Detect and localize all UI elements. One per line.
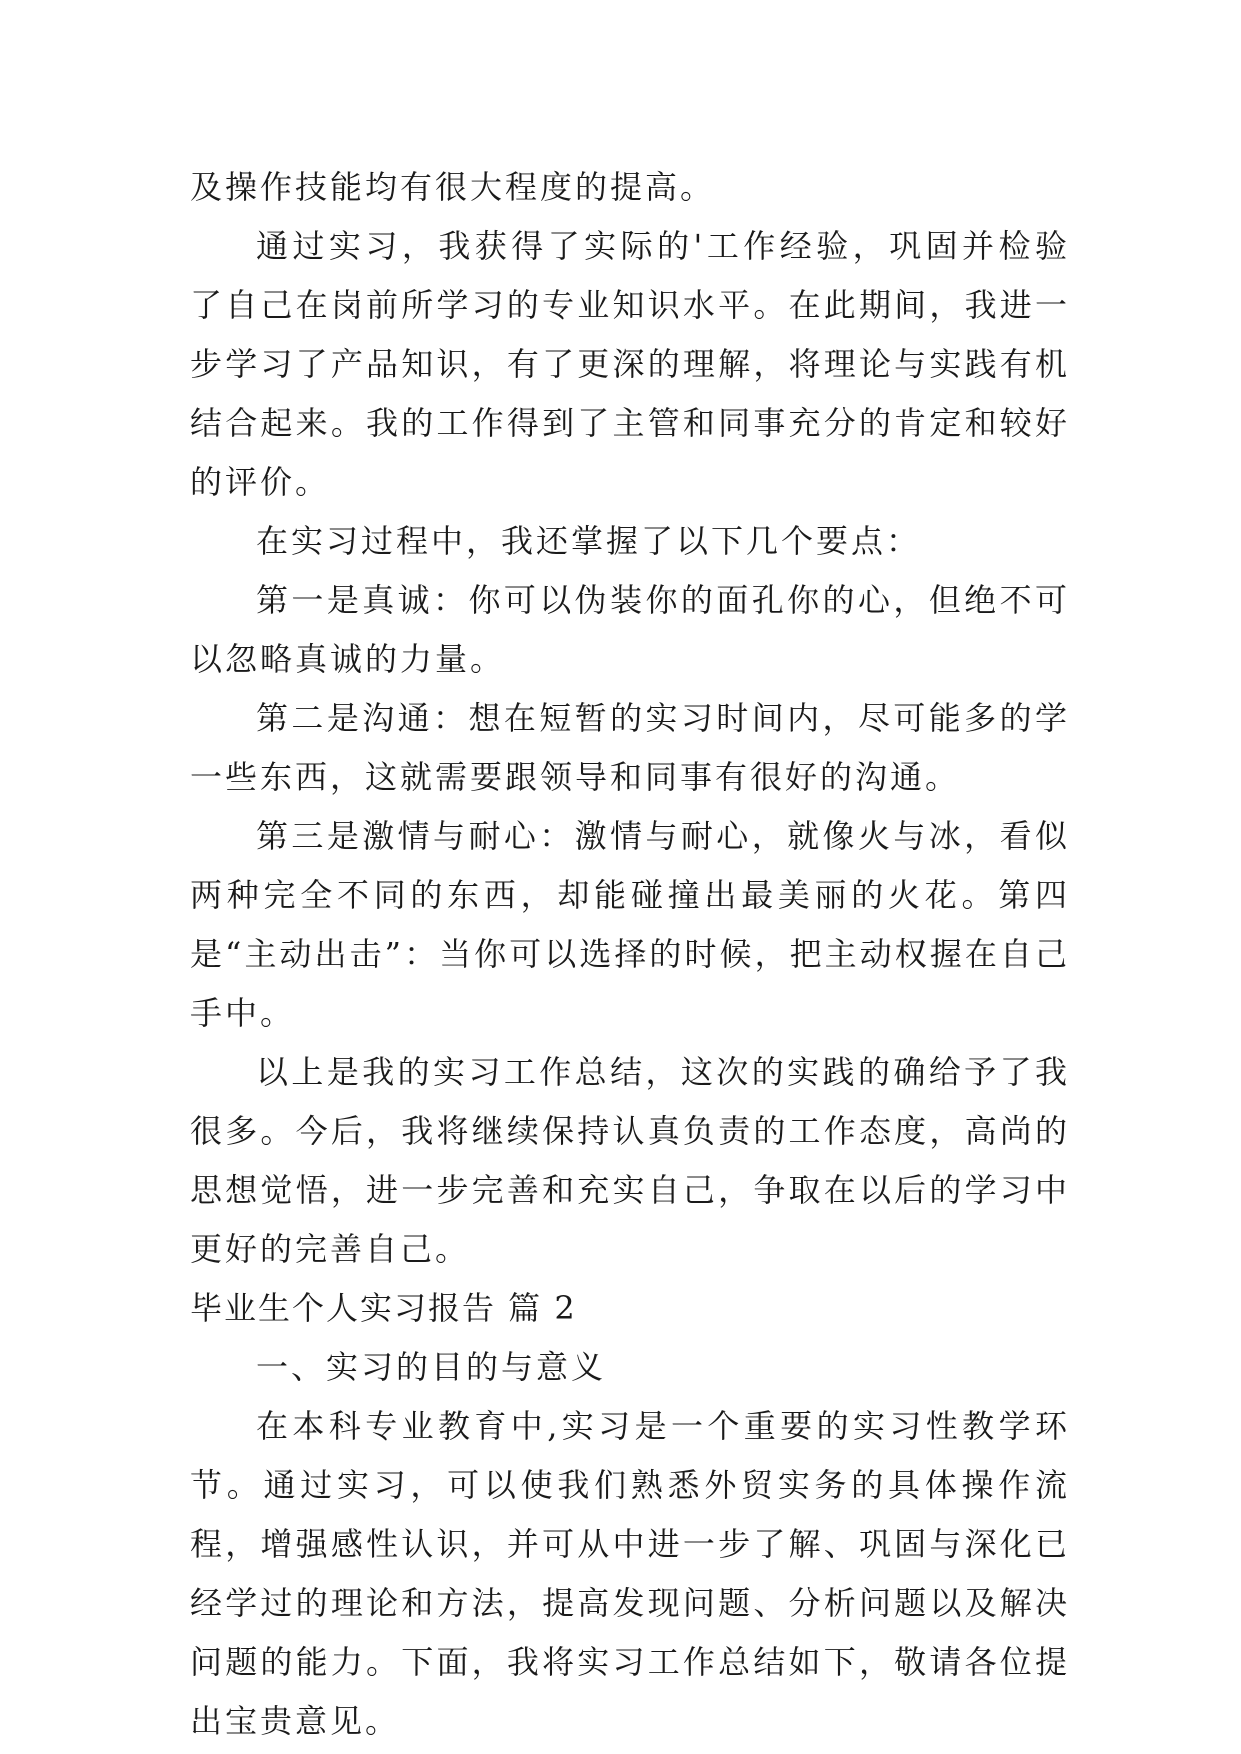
paragraph-experience: 通过实习，我获得了实际的'工作经验，巩固并检验了自己在岗前所学习的专业知识水平。在此期间，我进一步学习了产品知识，有了更深的理解，将理论与实践有机结合起来。我的工作得到了主管和同事充分的肯定和较好的评价。 [190,227,1070,501]
document-body [190,158,1070,1751]
paragraph-purpose: 在本科专业教育中,实习是一个重要的实习性教学环节。通过实习，可以使我们熟悉外贸实务的具体操作流程，增强感性认识，并可从中进一步了解、巩固与深化已经学过的理论和方法，提高发现问题、分析问题以及解决问题的能力。下面，我将实习工作总结如下，敬请各位提出宝贵意见。 [190,1407,1070,1740]
paragraph-point-passion-patience: 第三是激情与耐心：激情与耐心，就像火与冰，看似两种完全不同的东西，却能碰撞出最美丽的火花。第四是“主动出击”：当你可以选择的时候，把主动权握在自己手中。 [190,817,1070,1032]
paragraph-continuation: 及操作技能均有很大程度的提高。 [190,168,716,206]
paragraph-point-communication: 第二是沟通：想在短暂的实习时间内，尽可能多的学一些东西，这就需要跟领导和同事有很好的沟通。 [190,699,1070,796]
paragraph-key-points-intro: 在实习过程中，我还掌握了以下几个要点： [256,522,922,560]
paragraph-point-sincerity: 第一是真诚：你可以伪装你的面孔你的心，但绝不可以忽略真诚的力量。 [190,581,1070,678]
paragraph-summary: 以上是我的实习工作总结，这次的实践的确给予了我很多。今后，我将继续保持认真负责的工作态度，高尚的思想觉悟，进一步完善和充实自己，争取在以后的学习中更好的完善自己。 [190,1053,1070,1268]
section-heading: 毕业生个人实习报告 篇 2 [190,1289,577,1327]
subsection-heading: 一、实习的目的与意义 [256,1348,607,1386]
